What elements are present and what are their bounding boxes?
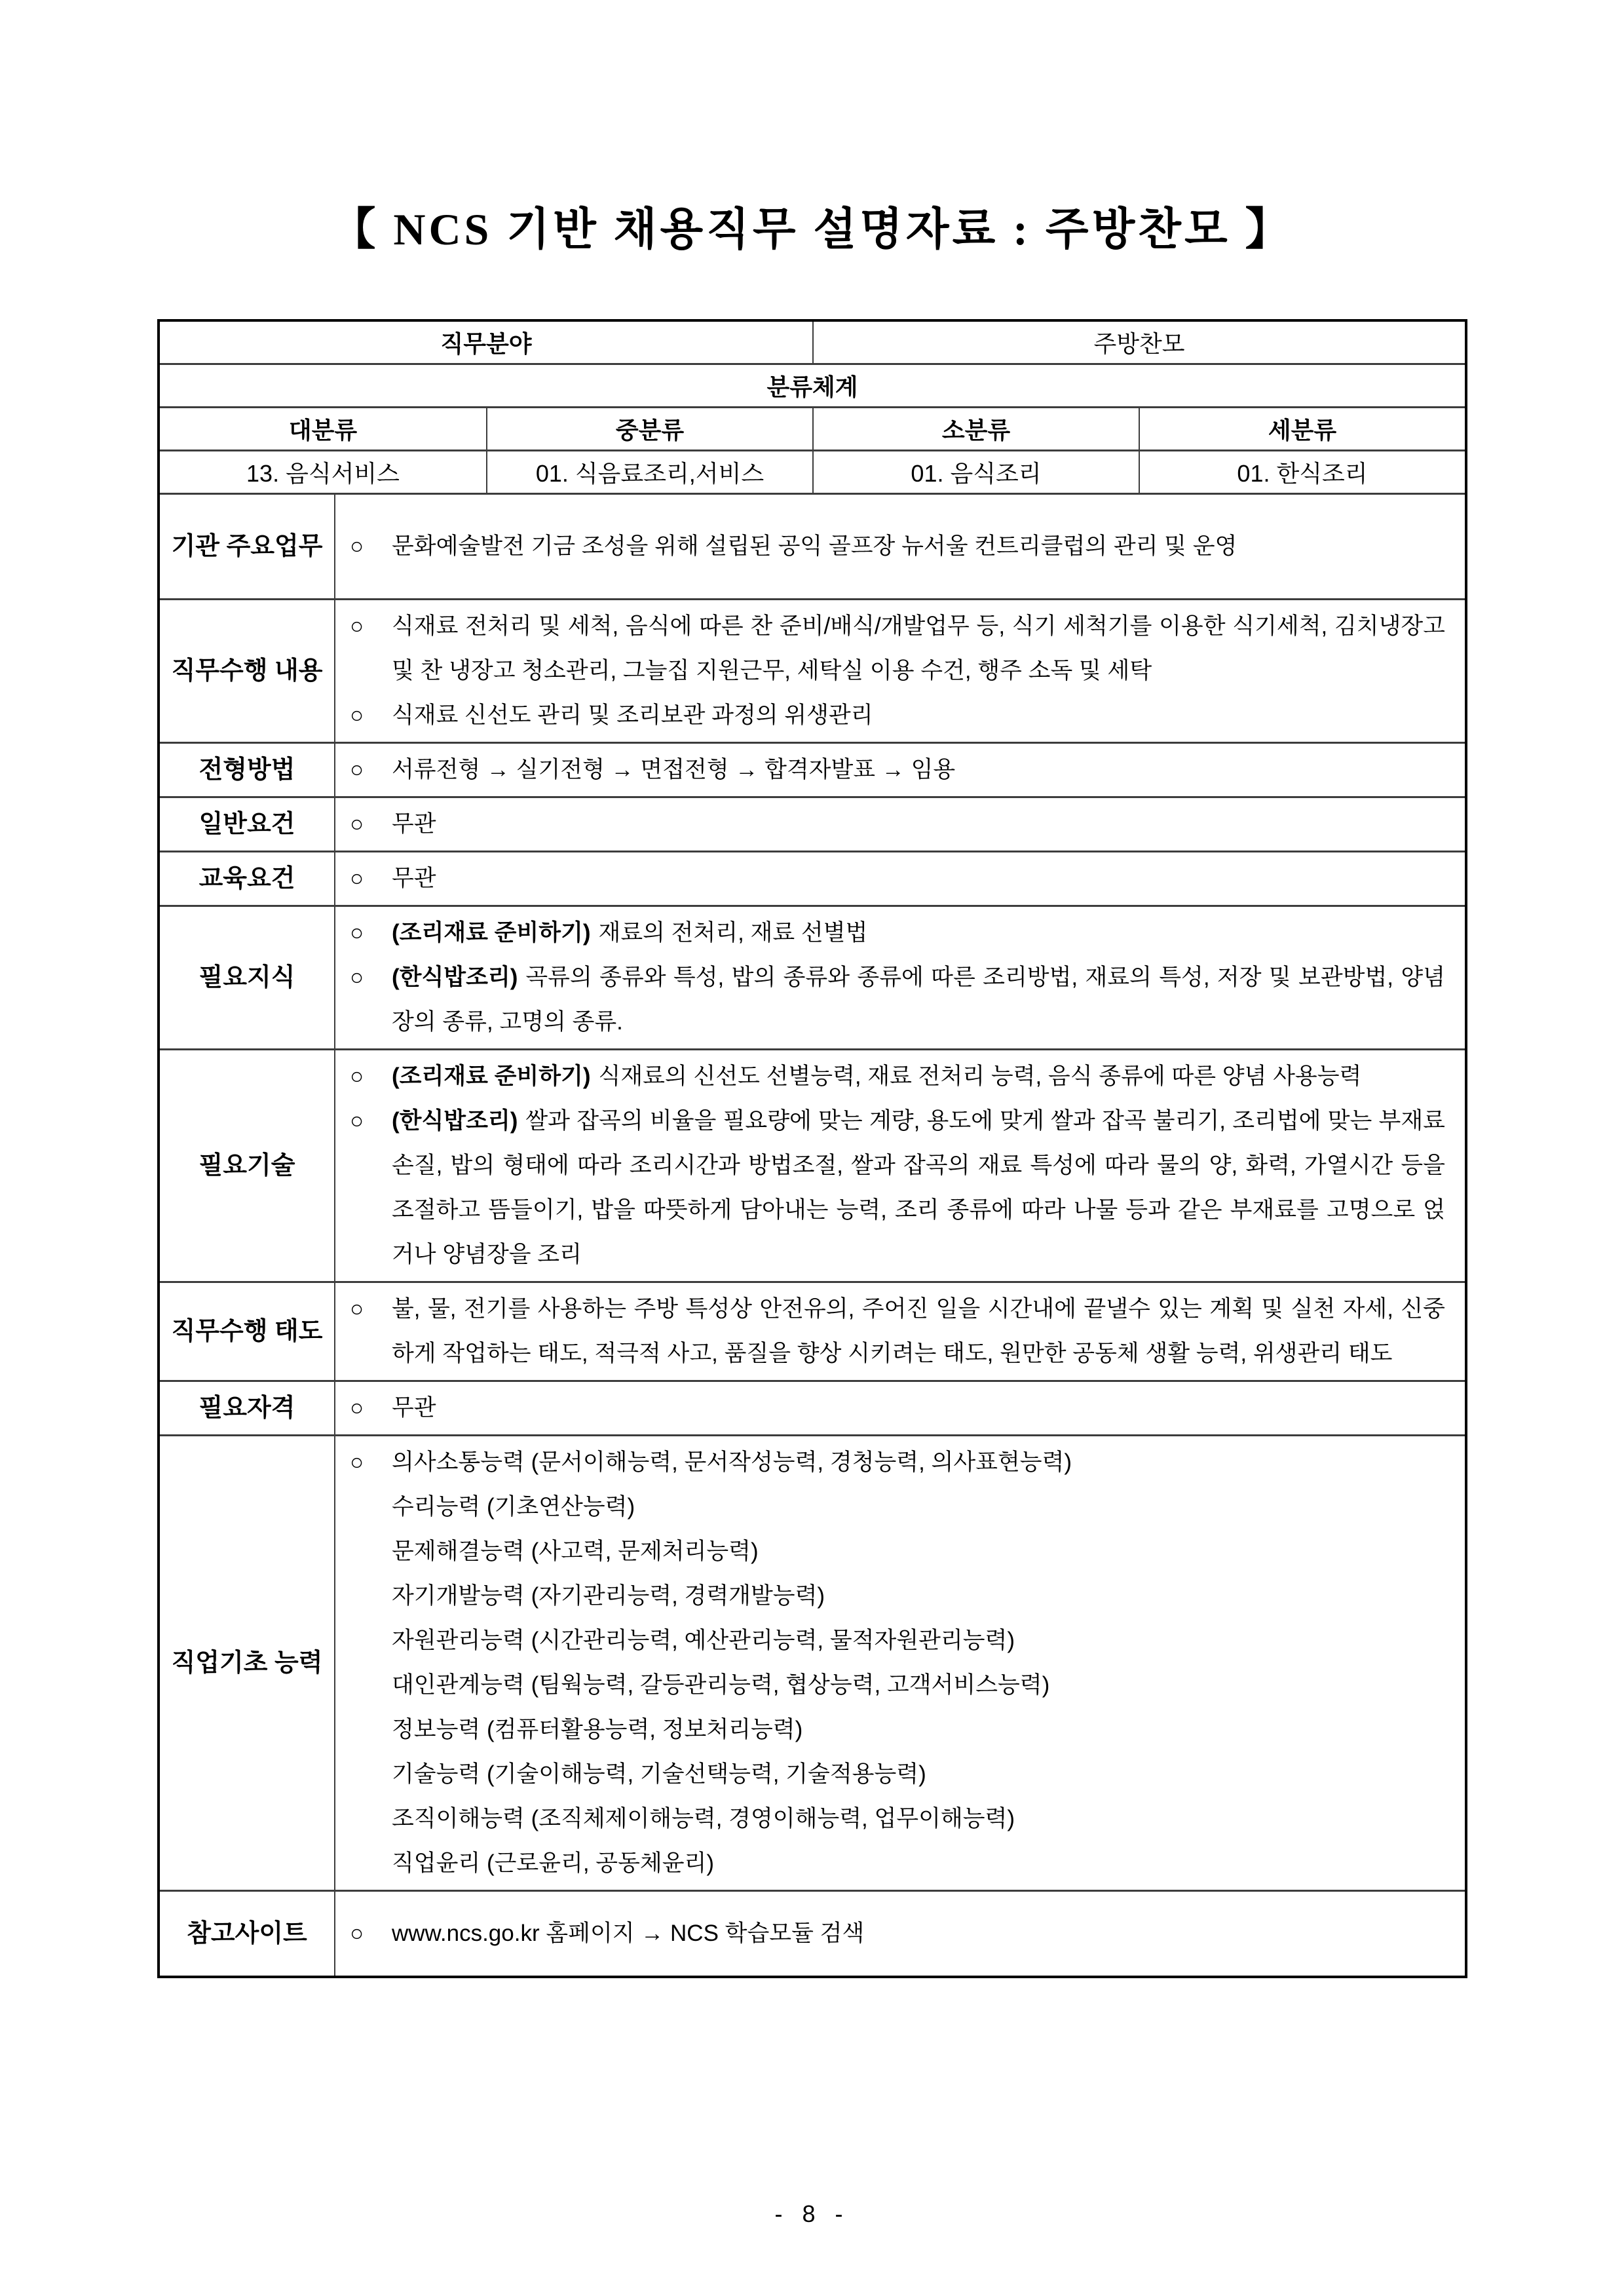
list-item (350, 955, 1445, 1044)
list-item (350, 1386, 1445, 1430)
list-item (350, 1663, 1445, 1708)
row-label: 필요자격 (160, 1382, 335, 1434)
circle-bullet: ○ (350, 702, 364, 728)
item-text (392, 1752, 1445, 1797)
item-bold-text: (한식밥조리) (392, 1108, 518, 1134)
item-text (392, 1054, 1445, 1099)
circle-bullet: ○ (350, 613, 364, 639)
item-text (392, 1440, 1445, 1485)
item-bold-text: (조리재료 준비하기) (392, 1063, 591, 1089)
item-bold-text: (조리재료 준비하기) (392, 920, 591, 946)
item-plain-text: 정보능력 (컴퓨터활용능력, 정보처리능력) (392, 1717, 803, 1742)
row-content (335, 1892, 1465, 1976)
row-content (335, 1382, 1465, 1434)
list-item (350, 524, 1445, 569)
item-plain-text: 식재료 신선도 관리 및 조리보관 과정의 위생관리 (392, 702, 873, 728)
item-plain-text: 대인관계능력 (팀웍능력, 갈등관리능력, 협상능력, 고객서비스능력) (392, 1672, 1050, 1698)
list-item (350, 1099, 1445, 1277)
list-item (350, 604, 1445, 693)
row-content (335, 744, 1465, 796)
item-text (392, 1797, 1445, 1841)
list-item (350, 1841, 1445, 1886)
item-text (392, 1841, 1445, 1886)
item-bold-text: (한식밥조리) (392, 965, 518, 990)
item-text (392, 1618, 1445, 1663)
list-item (350, 1287, 1445, 1376)
circle-bullet: ○ (350, 533, 364, 559)
item-plain-text: 무관 (392, 811, 436, 837)
table-row-required-skills (160, 1050, 1465, 1283)
table-row-basic-vocational-competencies (160, 1436, 1465, 1892)
item-text (392, 748, 1445, 792)
row-content (335, 1436, 1465, 1890)
table-row-required-knowledge (160, 907, 1465, 1050)
row-content (335, 1050, 1465, 1281)
item-text (392, 802, 1445, 847)
item-text (392, 1574, 1445, 1618)
list-item (350, 1752, 1445, 1797)
circle-bullet: ○ (350, 1063, 364, 1089)
item-plain-text: 조직이해능력 (조직체제이해능력, 경영이해능력, 업무이해능력) (392, 1806, 1015, 1831)
item-text (392, 1529, 1445, 1574)
circle-bullet: ○ (350, 811, 364, 837)
list-item (350, 1440, 1445, 1485)
item-text (392, 524, 1445, 569)
row-content (335, 798, 1465, 851)
item-text (392, 955, 1445, 1044)
list-item (350, 1529, 1445, 1574)
table-row-agency-duties (160, 495, 1465, 600)
row-label: 직무수행 태도 (160, 1283, 335, 1380)
table-row-selection-method (160, 744, 1465, 798)
table-row-work-attitude (160, 1283, 1465, 1382)
page-title: 【 NCS 기반 채용직무 설명자료 : 주방찬모 】 (331, 204, 1293, 254)
page-number: - 8 - (774, 2200, 850, 2227)
circle-bullet: ○ (350, 965, 364, 990)
circle-bullet: ○ (350, 757, 364, 782)
list-item (350, 1574, 1445, 1618)
item-text (392, 1708, 1445, 1752)
item-text (392, 856, 1445, 901)
classification-title: 분류체계 (766, 373, 858, 400)
col-value-major: 13. 음식서비스 (246, 460, 400, 487)
table-row-education-requirements (160, 852, 1465, 907)
col-value-middle: 01. 식음료조리,서비스 (486, 451, 812, 493)
item-plain-text: 의사소통능력 (문서이해능력, 문서작성능력, 경청능력, 의사표현능력) (392, 1449, 1072, 1475)
item-text (392, 693, 1445, 738)
item-plain-text: 문제해결능력 (사고력, 문제처리능력) (392, 1539, 759, 1564)
header-row-classification-labels (160, 408, 1465, 451)
header-row-classification-title (160, 365, 1465, 408)
row-content (335, 1283, 1465, 1380)
item-plain-text: 불, 물, 전기를 사용하는 주방 특성상 안전유의, 주어진 일을 시간내에 끝낼수 있는 계획 및 실천 자세, 신중하게 작업하는 태도, 적극적 사고, 품질을 향상 시키려는 태도, 원만한 공동체 생활 능력, 위생관리 태도 (392, 1296, 1445, 1366)
row-label: 직무수행 내용 (160, 600, 335, 742)
item-text (392, 1287, 1445, 1376)
item-plain-text: 자원관리능력 (시간관리능력, 예산관리능력, 물적자원관리능력) (392, 1628, 1015, 1653)
item-plain-text: 수리능력 (기초연산능력) (392, 1494, 635, 1520)
item-plain-text: 서류전형 → 실기전형 → 면접전형 → 합격자발표 → 임용 (392, 757, 956, 782)
table-row-reference-site (160, 1892, 1465, 1976)
item-plain-text: 식재료 전처리 및 세척, 음식에 따른 찬 준비/배식/개발업무 등, 식기 세척기를 이용한 식기세척, 김치냉장고 및 찬 냉장고 청소관리, 그늘집 지원근무, 세탁실 이용 수건, 행주 소독 및 세탁 (392, 613, 1445, 683)
row-label: 전형방법 (160, 744, 335, 796)
item-plain-text: 기술능력 (기술이해능력, 기술선택능력, 기술적용능력) (392, 1761, 926, 1787)
row-label: 교육요건 (160, 852, 335, 905)
item-plain-text: 곡류의 종류와 특성, 밥의 종류와 종류에 따른 조리방법, 재료의 특성, 저장 및 보관방법, 양념장의 종류, 고명의 종류. (392, 965, 1445, 1035)
circle-bullet: ○ (350, 1108, 364, 1134)
item-plain-text: 직업윤리 (근로윤리, 공동체윤리) (392, 1850, 715, 1876)
header-row-job-field (160, 322, 1465, 365)
item-text (392, 1663, 1445, 1708)
list-item (350, 802, 1445, 847)
job-field-label: 직무분야 (440, 330, 532, 357)
row-label: 기관 주요업무 (160, 495, 335, 598)
table-row-required-qualifications (160, 1382, 1465, 1436)
circle-bullet: ○ (350, 1921, 364, 1946)
col-value-minor: 01. 음식조리 (812, 451, 1139, 493)
header-row-classification-values (160, 451, 1465, 495)
item-plain-text: 무관 (392, 866, 436, 891)
row-label: 필요지식 (160, 907, 335, 1048)
row-label: 직업기초 능력 (160, 1436, 335, 1890)
list-item (350, 748, 1445, 792)
row-content (335, 852, 1465, 905)
list-item (350, 856, 1445, 901)
circle-bullet: ○ (350, 1395, 364, 1421)
row-content (335, 907, 1465, 1048)
table-row-general-requirements (160, 798, 1465, 852)
job-description-table (157, 319, 1467, 1978)
item-plain-text: 쌀과 잡곡의 비율을 필요량에 맞는 계량, 용도에 맞게 쌀과 잡곡 불리기, 조리법에 맞는 부재료 손질, 밥의 형태에 따라 조리시간과 방법조절, 쌀과 잡곡의 재료 특성에 따라 물의 양, 화력, 가열시간 등을 조절하고 뜸들이기, 밥을 따뜻하게 담아내는 능력, 조리 종류에 따라 나물 등과 같은 부재료를 고명으로 얹거나 양념장을 조리 (392, 1108, 1445, 1267)
item-text (392, 1386, 1445, 1430)
item-plain-text: 무관 (392, 1395, 436, 1421)
list-item (350, 1618, 1445, 1663)
circle-bullet: ○ (350, 920, 364, 946)
item-text (392, 1099, 1445, 1277)
circle-bullet: ○ (350, 1296, 364, 1322)
list-item (350, 1797, 1445, 1841)
list-item (350, 693, 1445, 738)
row-label: 일반요건 (160, 798, 335, 851)
row-label: 필요기술 (160, 1050, 335, 1281)
circle-bullet: ○ (350, 1449, 364, 1475)
job-field-value: 주방찬모 (812, 322, 1465, 363)
item-text (392, 911, 1445, 955)
list-item (350, 1911, 1445, 1956)
item-text (392, 1485, 1445, 1529)
circle-bullet: ○ (350, 866, 364, 891)
col-label-middle: 중분류 (486, 408, 812, 450)
row-content (335, 600, 1465, 742)
col-label-minor: 소분류 (812, 408, 1139, 450)
col-label-detail: 세분류 (1139, 408, 1465, 450)
col-value-detail: 01. 한식조리 (1139, 451, 1465, 493)
item-plain-text: 문화예술발전 기금 조성을 위해 설립된 공익 골프장 뉴서울 컨트리클럽의 관리 및 운영 (392, 533, 1237, 559)
row-content (335, 495, 1465, 598)
list-item (350, 911, 1445, 955)
list-item (350, 1708, 1445, 1752)
item-plain-text: 재료의 전처리, 재료 선별법 (598, 920, 868, 946)
table-row-job-duties (160, 600, 1465, 744)
col-label-major: 대분류 (288, 417, 358, 444)
item-plain-text: www.ncs.go.kr 홈페이지 → NCS 학습모듈 검색 (392, 1921, 865, 1946)
item-text (392, 604, 1445, 693)
item-text (392, 1911, 1445, 1956)
list-item (350, 1485, 1445, 1529)
list-item (350, 1054, 1445, 1099)
item-plain-text: 식재료의 신선도 선별능력, 재료 전처리 능력, 음식 종류에 따른 양념 사용능력 (598, 1063, 1362, 1089)
item-plain-text: 자기개발능력 (자기관리능력, 경력개발능력) (392, 1583, 825, 1609)
row-label: 참고사이트 (160, 1892, 335, 1976)
